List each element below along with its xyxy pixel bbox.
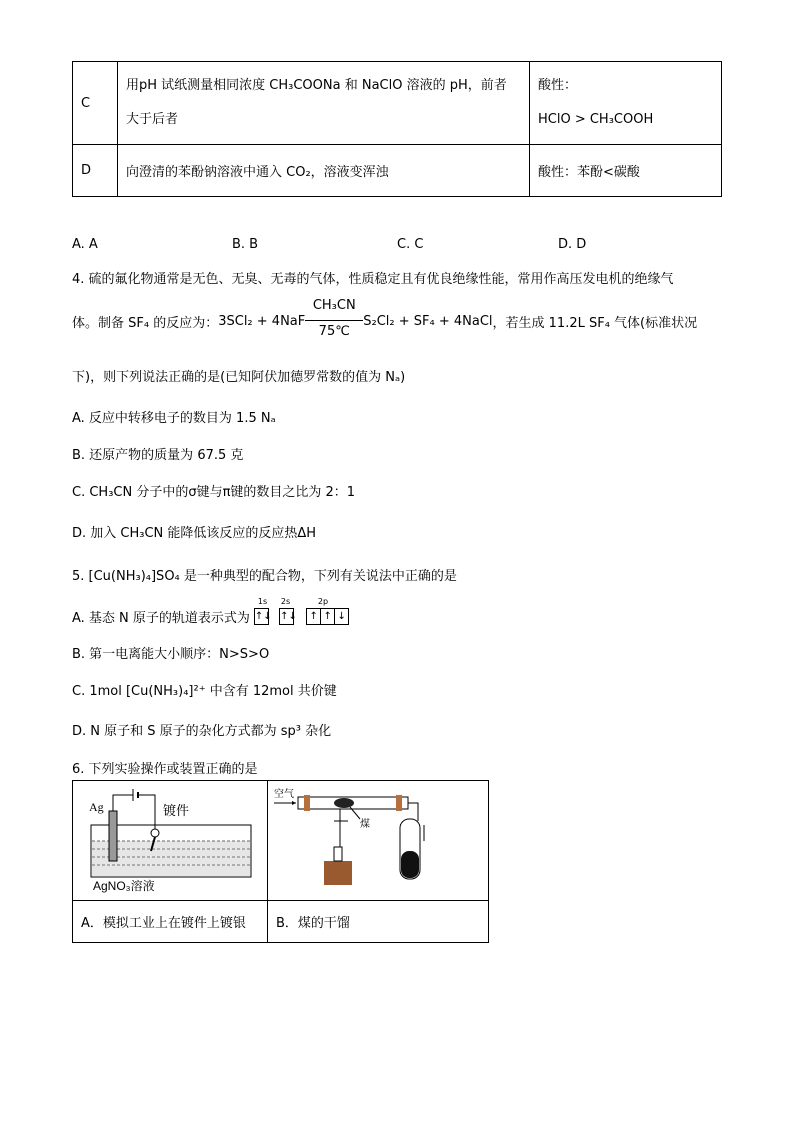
equation-right: S₂Cl₂ + SF₄ + 4NaCl xyxy=(363,313,493,329)
caption-row xyxy=(73,901,489,943)
condition-solvent: CH₃CN xyxy=(312,298,356,313)
coal-tar xyxy=(401,851,419,878)
figure-a-caption: A．模拟工业上在镀件上镀银 xyxy=(73,901,268,943)
row-conclusion: 酸性：苯酚<碳酸 xyxy=(530,145,722,197)
table-row xyxy=(73,145,722,197)
orbital-diagram xyxy=(254,597,349,625)
coal-distillation-figure xyxy=(268,781,488,896)
q5-option-b: B. 第一电离能大小顺序：N>S>O xyxy=(72,647,270,662)
table-row xyxy=(73,62,722,145)
orbital-label-1s: 1s xyxy=(257,597,268,606)
option-c: C. C xyxy=(397,237,424,252)
q4-option-d: D. 加入 CH₃CN 能降低该反应的反应热ΔH xyxy=(72,526,317,541)
operation-line: 大于后者 xyxy=(126,112,179,127)
q5-stem: 5. [Cu(NH₃)₄]SO₄ 是一种典型的配合物，下列有关说法中正确的是 xyxy=(72,569,457,584)
label-ag: Ag xyxy=(89,800,104,814)
figure-b-cell xyxy=(268,781,489,901)
q4-stem-line3: 下)，则下列说法正确的是(已知阿伏加德罗常数的值为 Nₐ) xyxy=(72,370,406,385)
orbital-label-2s: 2s xyxy=(280,597,291,606)
q6-stem: 6. 下列实验操作或装置正确的是 xyxy=(72,762,258,777)
label-solution: AgNO₃溶液 xyxy=(93,879,155,893)
conclusion-line: 酸性： xyxy=(538,78,578,93)
row-conclusion xyxy=(530,62,722,145)
q5-option-d: D. N 原子和 S 原子的杂化方式都为 sp³ 杂化 xyxy=(72,724,332,739)
q5-option-a-text: A. 基态 N 原子的轨道表示式为 xyxy=(72,611,250,626)
experiment-table xyxy=(72,780,489,943)
label-coal: 煤 xyxy=(360,819,370,830)
option-a: A. A xyxy=(72,237,98,252)
reaction-condition xyxy=(305,298,363,344)
orbital-label-2p: 2p xyxy=(317,597,329,606)
equation-left: 3SCl₂ + 4NaF xyxy=(218,313,306,329)
q4-stem-suffix: ，若生成 11.2L SF₄ 气体(标准状况 xyxy=(492,315,698,331)
q4-stem-line1: 4. 硫的氟化物通常是无色、无臭、无毒的气体，性质稳定且有优良绝缘性能，常用作高压发电机的绝缘气 xyxy=(72,272,674,287)
row-key: C xyxy=(73,62,118,145)
q4-option-a: A. 反应中转移电子的数目为 1.5 Nₐ xyxy=(72,411,276,426)
coal-sample xyxy=(334,798,354,808)
row-operation xyxy=(118,62,530,145)
q4-option-b: B. 还原产物的质量为 67.5 克 xyxy=(72,448,244,463)
operation-line: 用pH 试纸测量相同浓度 CH₃COONa 和 NaClO 溶液的 pH，前者 xyxy=(126,78,507,93)
label-air: 空气 xyxy=(274,789,294,800)
electroplating-figure xyxy=(73,781,267,896)
answer-table xyxy=(72,61,722,197)
orbital-box: ↑↓ xyxy=(279,608,294,625)
option-d: D. D xyxy=(558,237,587,252)
reaction-arrow xyxy=(305,320,363,321)
row-operation: 向澄清的苯酚钠溶液中通入 CO₂，溶液变浑浊 xyxy=(118,145,530,197)
orbital-box: ↑↓ xyxy=(254,608,269,625)
orbital-box: ↑ xyxy=(320,608,335,625)
stopper xyxy=(396,795,402,811)
option-b: B. B xyxy=(232,237,259,252)
orbital-box: ↑ xyxy=(306,608,321,625)
label-plated-part: 镀件 xyxy=(163,803,190,818)
figure-a-cell xyxy=(73,781,268,901)
figure-b-caption: B．煤的干馏 xyxy=(268,901,489,943)
orbital-box: ↓ xyxy=(334,608,349,625)
condition-temperature: 75℃ xyxy=(318,324,350,339)
row-key: D xyxy=(73,145,118,197)
silver-electrode xyxy=(109,811,117,861)
q4-stem-prefix: 体。制备 SF₄ 的反应为： xyxy=(72,315,219,331)
q5-option-c: C. 1mol [Cu(NH₃)₄]²⁺ 中含有 12mol 共价键 xyxy=(72,684,337,699)
burner xyxy=(324,861,352,885)
conclusion-line: HClO > CH₃COOH xyxy=(538,112,654,127)
figure-row xyxy=(73,781,489,901)
q4-stem-line2 xyxy=(72,298,697,344)
stopper xyxy=(304,795,310,811)
plated-part xyxy=(151,829,159,837)
q4-option-c: C. CH₃CN 分子中的σ键与π键的数目之比为 2：1 xyxy=(72,485,356,500)
q5-option-a xyxy=(72,597,349,626)
